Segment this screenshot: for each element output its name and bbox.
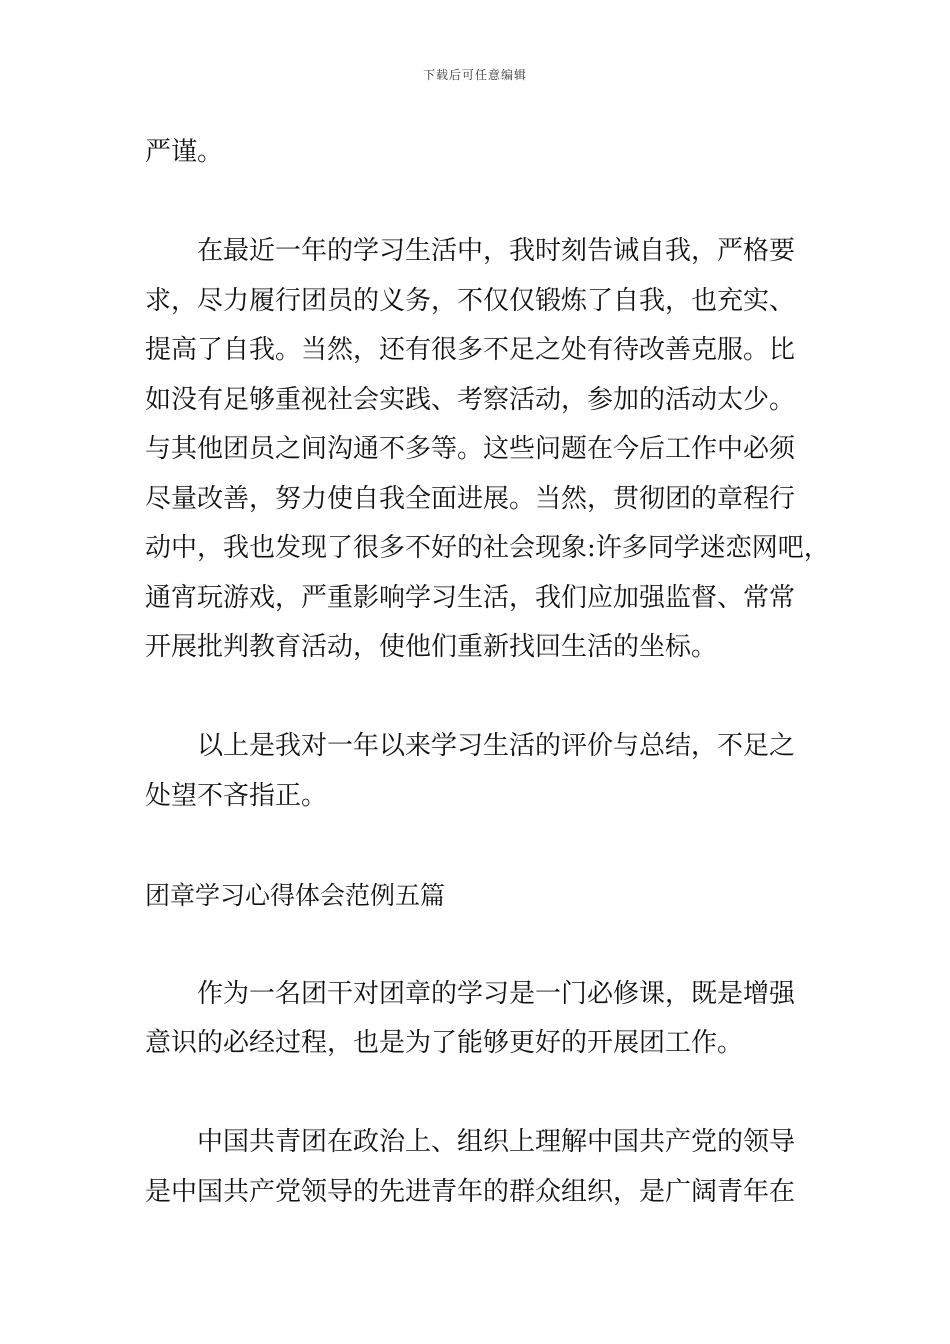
paragraph-gap: [145, 673, 845, 723]
paragraph-gap: [145, 821, 845, 871]
paragraph-gap: [145, 178, 845, 228]
paragraph-line: 作为一名团干对团章的学习是一门必修课，既是增强: [197, 978, 796, 1009]
paragraph-line: 提高了自我。当然，还有很多不足之处有待改善克服。比: [145, 335, 796, 365]
paragraph-gap: [145, 1069, 845, 1119]
paragraph-gap: [145, 920, 845, 970]
paragraph-line: 以上是我对一年以来学习生活的评价与总结，不足之: [197, 731, 796, 761]
paragraph-line: 求，尽力履行团员的义务，不仅仅锻炼了自我，也充实、: [145, 285, 796, 316]
paragraph-4: [145, 970, 845, 1069]
paragraph-2: [145, 227, 845, 673]
paragraph-1: [145, 128, 845, 178]
paragraph-line: 尽量改善，努力使自我全面进展。当然，贯彻团的章程行: [145, 483, 796, 514]
paragraph-line: 动中，我也发现了很多不好的社会现象:许多同学迷恋网吧，: [145, 533, 830, 563]
paragraph-3: [145, 722, 845, 821]
paragraph-line: 在最近一年的学习生活中，我时刻告诫自我，严格要: [197, 236, 796, 266]
paragraph-line: 通宵玩游戏，严重影响学习生活，我们应加强监督、常常: [145, 582, 796, 613]
paragraph-line: 与其他团员之间沟通不多等。这些问题在今后工作中必须: [145, 434, 796, 464]
paragraph-line: 如没有足够重视社会实践、考察活动，参加的活动太少。: [145, 384, 796, 415]
paragraph-line: 严谨。: [145, 137, 224, 167]
paragraph-line: 开展批判教育活动，使他们重新找回生活的坐标。: [145, 632, 718, 662]
paragraph-line: 是中国共产党领导的先进青年的群众组织，是广阔青年在: [145, 1176, 796, 1207]
section-heading: [145, 871, 845, 921]
paragraph-line: 中国共青团在政治上、组织上理解中国共产党的领导: [197, 1127, 796, 1157]
section-heading-text: 团章学习心得体会范例五篇: [145, 880, 446, 910]
paragraph-line: 意识的必经过程，也是为了能够更好的开展团工作。: [145, 1028, 744, 1058]
paragraph-line: 处望不吝指正。: [145, 780, 328, 811]
header-note: 下载后可任意编辑: [422, 68, 527, 82]
document-body: [145, 128, 845, 1217]
paragraph-5: [145, 1118, 845, 1217]
